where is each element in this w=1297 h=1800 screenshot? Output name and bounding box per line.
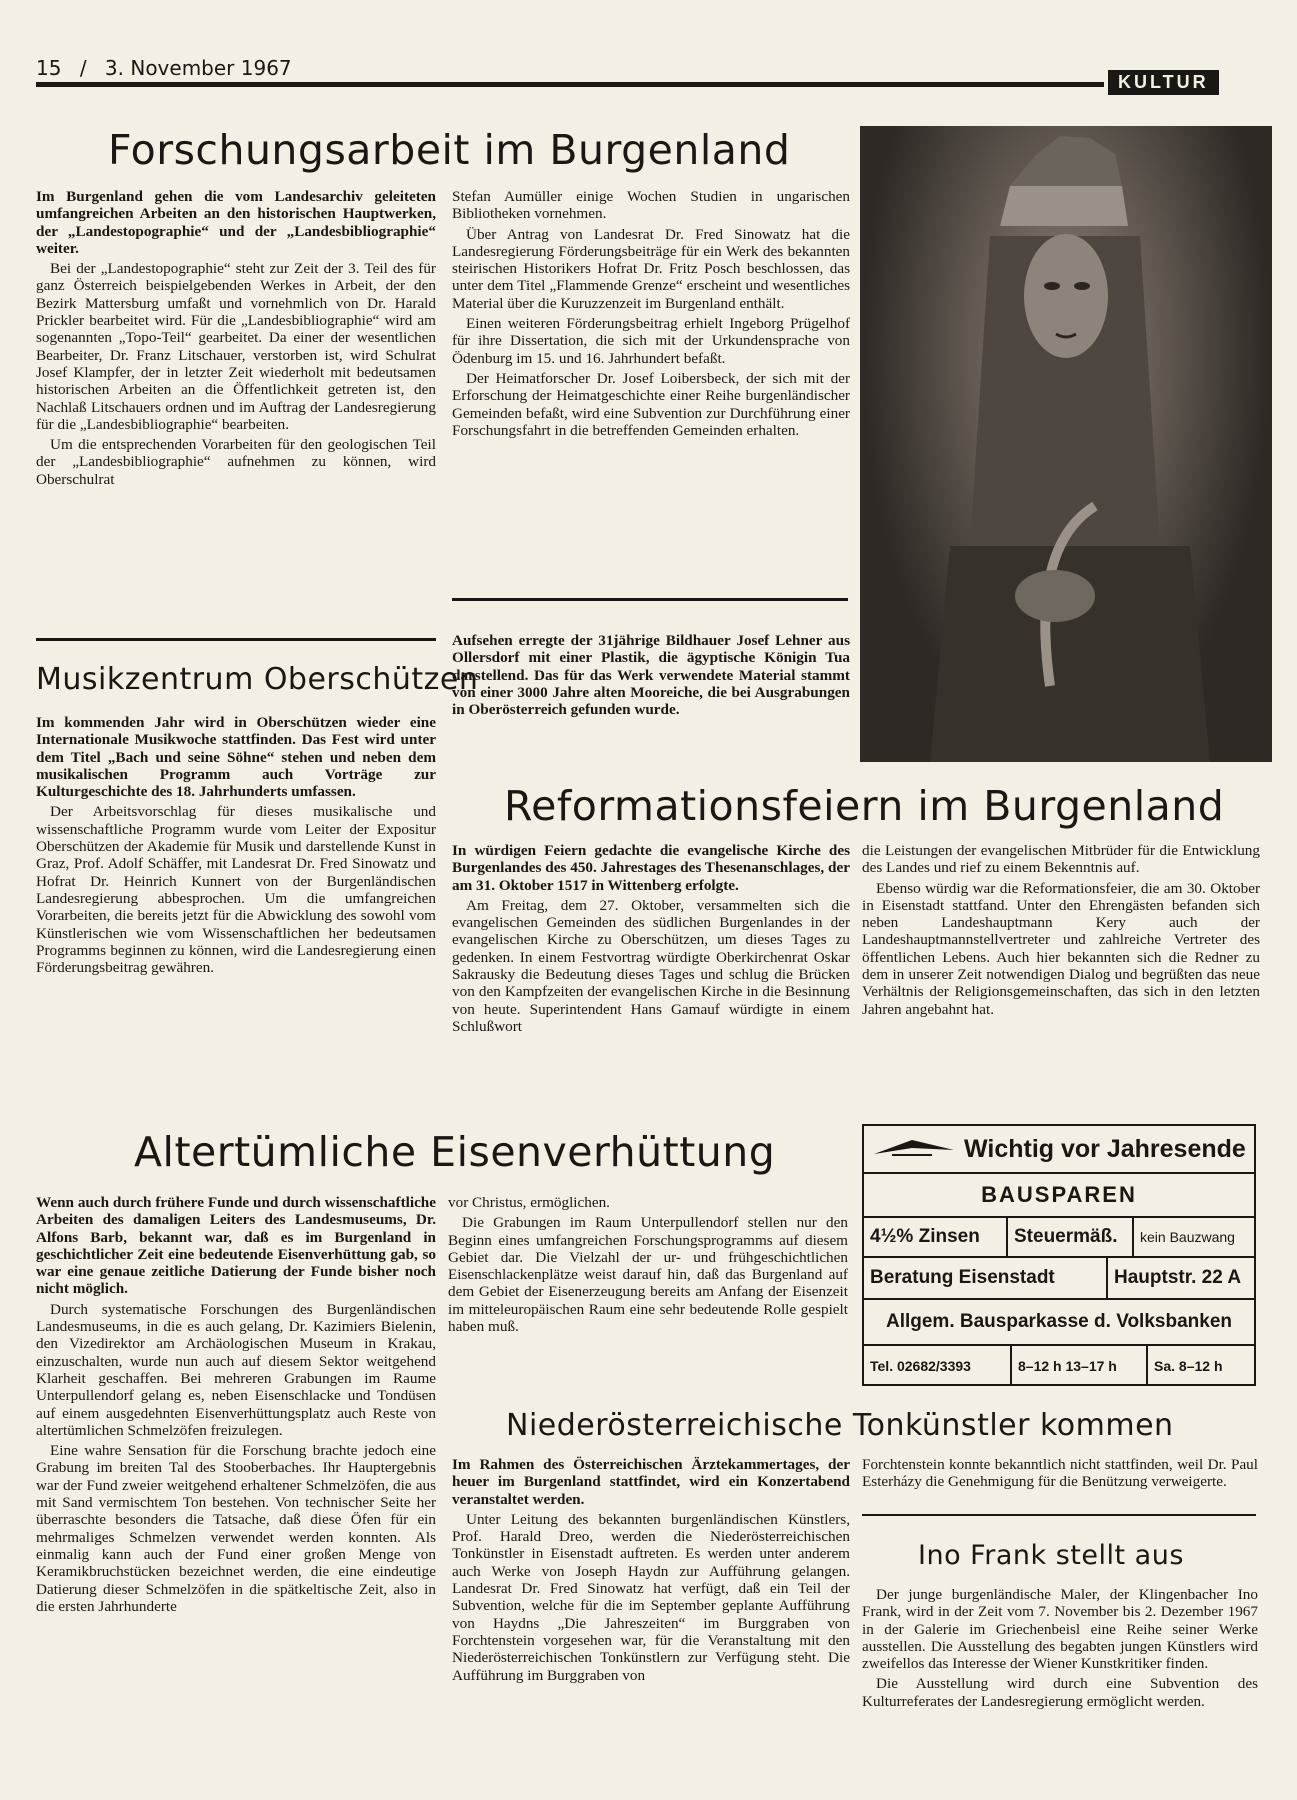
headline-ino-frank: Ino Frank stellt aus [918, 1540, 1184, 1571]
ad-address: Hauptstr. 22 A [1114, 1267, 1242, 1288]
sculpture-illustration [860, 126, 1272, 762]
article-paragraph: Am Freitag, dem 27. Oktober, versammelten sich die evangelischen Gemeinden des südlichen Burgenlandes in der evangelischen Kirche zu Oberschützen, um dieses Tages zu gedenken. In einem Festvortrag würdigte Oberkirchenrat Oskar Sakrausky die Bedeutung dieses Tages und schlug die Brücken von den Kampfzeiten der evangelischen Kirche in die Besinnung von heute. Superintendent Hans Gamauf würdigte in einem Schlußwort [452, 896, 850, 1035]
ad-office: Beratung Eisenstadt [864, 1258, 1108, 1298]
ad-row-hours [864, 1344, 1254, 1386]
article-paragraph: Der junge burgenländische Maler, der Klingenbacher Ino Frank, wird in der Zeit vom 7. November bis 2. Dezember 1967 in der Galerie im Griechenbeisl eine Reihe seiner Werke ausstellen. Die Ausstellung des begabten jungen Künstlers wird zweifellos das Interesse der Wiener Kunstkritiker finden. [862, 1586, 1258, 1673]
article-paragraph: die Leistungen der evangelischen Mitbrüder für die Entwicklung des Landes und rief zu einem Bekenntnis auf. [862, 842, 1260, 877]
ad-interest: 4½% Zinsen [864, 1218, 1008, 1256]
article-ino-frank [862, 1586, 1258, 1713]
page-header [36, 56, 292, 80]
ad-headline-row [864, 1126, 1254, 1172]
ad-weekday-hours: 8–12 h 13–17 h [1012, 1346, 1148, 1386]
ad-row-conditions [864, 1216, 1254, 1256]
ad-phone: Tel. 02682/3393 [864, 1346, 1012, 1386]
article-paragraph: Die Grabungen im Raum Unterpullendorf stellen nur den Beginn eines umfangreichen Forschungsprogramms auf diesem Gebiet dar. Die Vielzahl der ur- und frühgeschichtlichen Eisenschlackenplätze weist darauf hin, daß das Burgenland auf dem Gebiet der Eisenerzeugung bereits am Anfang der Eisenzeit im mitteleuropäischen Raum eine sehr bedeutende Rolle gespielt haben muß. [448, 1214, 848, 1336]
article-tonkuenstler-col1 [452, 1456, 850, 1687]
article-paragraph: Um die entsprechenden Vorarbeiten für den geologischen Teil der „Landesbibliographie“ aufnehmen zu können, wird Oberschulrat [36, 436, 436, 488]
article-tonkuenstler-col2 [862, 1456, 1258, 1494]
article-paragraph: Einen weiteren Förderungsbeitrag erhielt Ingeborg Prügelhof für ihre Dissertation, die sich mit der Urkundensprache von Ödenburg im 15. und 16. Jahrhundert befaßt. [452, 315, 850, 367]
article-forschungsarbeit-col2 [452, 188, 850, 442]
article-paragraph: Eine wahre Sensation für die Forschung brachte jedoch eine Grabung im breiten Tal des Stooberbaches. Ihr Hauptergebnis war der Fund zweier weitgehend erhaltener Schmelzöfen, die aus mit Sand vermischtem Ton bestehen. Von technischer Seite her überraschte besonders die Tatsache, daß diese Öfen für ein mehrmaliges Schmelzen verwendet werden konnten. Als einmalig kann auch der Fund einer großen Menge von Keramikbruchstücken bezeichnet werden, die eine eindeutige Datierung dieser Schmelzöfen in die spätkeltische Zeit, also in die ersten Jahrhunderte [36, 1442, 436, 1615]
section-label: KULTUR [1108, 70, 1219, 95]
ad-bank-name: Allgem. Bausparkasse d. Volksbanken [885, 1311, 1232, 1332]
column-rule [862, 1514, 1256, 1516]
headline-reformationsfeiern: Reformationsfeiern im Burgenland [504, 782, 1225, 830]
column-rule [452, 598, 848, 601]
header-separator: / [79, 56, 87, 80]
column-rule [36, 638, 436, 641]
article-paragraph: In würdigen Feiern gedachte die evangelische Kirche des Burgenlandes des 450. Jahrestages des Thesenanschlages, der am 31. Oktober 1517 in Wittenberg erfolgte. [452, 842, 850, 894]
ad-tax: Steuermäß. [1008, 1218, 1134, 1256]
article-paragraph: Forchtenstein konnte bekanntlich nicht stattfinden, weil Dr. Paul Esterházy die Genehmigung für die Benützung verweigerte. [862, 1456, 1258, 1491]
ad-headline: Wichtig vor Jahresende [964, 1134, 1246, 1163]
ad-row-bank [864, 1298, 1254, 1344]
caption-text: Aufsehen erregte der 31jährige Bildhauer Josef Lehner aus Ollersdorf mit einer Plastik, die ägyptische Königin Tua darstellend. Das für das Werk verwendete Material stammt von einer 3000 Jahre alten Mooreiche, die bei Ausgrabungen in Oberösterreich gefunden wurde. [452, 632, 850, 719]
issue-date: 3. November 1967 [104, 56, 292, 80]
article-paragraph: Ebenso würdig war die Reformationsfeier, die am 30. Oktober in Eisenstadt stattfand. Unter den Ehrengästen befanden sich neben Landeshauptmann Kery auch der Landeshauptmannstellvertreter und zahlreiche Vertreter des öffentlichen Lebens. Auch hier bekannten sich die Redner zu dem in unserer Zeit notwendigen Dialog und begrüßten das neue Verhältnis der Religionsgemeinschaften, das sich in den letzten Jahren angebahnt hat. [862, 879, 1260, 1018]
article-paragraph: Durch systematische Forschungen des Burgenländischen Landesmuseums, in die es auch gelang, Dr. Kazimiers Bielenin, den Vizedirektor am Archäologischen Museum in Krakau, einzuschalten, wurde nun auch auf diesem Sektor weitgehend Klarheit geschaffen. Bei mehreren Grabungen im Raume Unterpullendorf gelang es, neben Eisenschlacke und Tondüsen auf einem ausgedehnten Eisenverhüttungsplatz auch Reste von altertümlichen Schmelzöfen freizulegen. [36, 1300, 436, 1439]
article-paragraph: Stefan Aumüller einige Wochen Studien in ungarischen Bibliotheken vornehmen. [452, 188, 850, 223]
article-musikzentrum [36, 714, 436, 979]
article-reformation-col1 [452, 842, 850, 1038]
article-paragraph: Im Burgenland gehen die vom Landesarchiv geleiteten umfangreichen Arbeiten an den historischen Hauptwerken, der „Landestopographie“ und der „Landesbibliographie“ weiter. [36, 188, 436, 257]
ad-product-label: BAUSPAREN [981, 1182, 1137, 1207]
headline-eisenverhuettung: Altertümliche Eisenverhüttung [134, 1128, 776, 1176]
headline-forschungsarbeit: Forschungsarbeit im Burgenland [108, 126, 791, 174]
article-paragraph: Die Ausstellung wird durch eine Subvention des Kulturreferates der Landesregierung ermöglicht werden. [862, 1675, 1258, 1710]
ad-saturday-hours: Sa. 8–12 h [1154, 1358, 1223, 1374]
headline-tonkuenstler: Niederösterreichische Tonkünstler kommen [506, 1408, 1174, 1443]
photo-caption [452, 632, 850, 721]
ad-logo-icon [872, 1136, 956, 1162]
sculpture-photo [860, 126, 1272, 762]
page-number: 15 [36, 56, 62, 80]
ad-row-office [864, 1256, 1254, 1298]
header-rule [36, 82, 1104, 87]
headline-musikzentrum: Musikzentrum Oberschützen [36, 662, 479, 697]
article-paragraph: vor Christus, ermöglichen. [448, 1194, 610, 1211]
article-paragraph: Der Heimatforscher Dr. Josef Loibersbeck, der sich mit der Erforschung der Heimatgeschichte einer Reihe burgenländischer Gemeinden befaßt, wird eine Subvention zur Durchführung einer Forschungsfahrt in die betreffenden Gemeinden erhalten. [452, 369, 850, 439]
article-eisen-col1 [36, 1194, 436, 1618]
article-reformation-col2 [862, 842, 1260, 1021]
article-paragraph: Wenn auch durch frühere Funde und durch wissenschaftliche Arbeiten des damaligen Leiters des Landesmuseums, Dr. Alfons Barb, bekannt war, daß es im Burgenland in geschichtlicher Zeit eine bedeutende Eisenverhüttung gab, so war eine genaue zeitliche Datierung der Funde bisher noch nicht möglich. [36, 1194, 436, 1298]
article-paragraph: Unter Leitung des bekannten burgenländischen Künstlers, Prof. Harald Dreo, werden die Niederösterreichischen Tonkünstler in Eisenstadt auftreten. Es werden unter anderem auch Werke von Joseph Haydn zur Aufführung gelangen. Landesrat Dr. Fred Sinowatz hat verfügt, daß ein Teil der Subvention, welche für die im September geplante Aufführung von Haydns „Die Jahreszeiten“ im Burggraben von Forchtenstein vorgesehen war, für die Veranstaltung mit den Niederösterreichischen Tonkünstlern zur Verfügung steht. Die Aufführung im Burggraben von [452, 1510, 850, 1684]
ad-no-obligation: kein Bauzwang [1140, 1229, 1235, 1245]
article-forschungsarbeit-col1 [36, 188, 436, 491]
article-paragraph: Über Antrag von Landesrat Dr. Fred Sinowatz hat die Landesregierung Förderungsbeiträge für ein Werk des bekannten steirischen Historikers Hofrat Dr. Fritz Posch beschlossen, das unter dem Titel „Flammende Grenze“ erscheint und wesentliches Material über die Kuruzzenzeit im Burgenland enthält. [452, 225, 850, 312]
article-eisen-col2 [448, 1194, 848, 1338]
bausparen-ad [862, 1124, 1256, 1386]
ad-product [864, 1172, 1254, 1216]
article-paragraph: Im kommenden Jahr wird in Oberschützen wieder eine Internationale Musikwoche stattfinden. Das Fest wird unter dem Titel „Bach und seine Söhne“ stehen und neben dem musikalischen Programm auch Vorträge zur Kulturgeschichte des 18. Jahrhunderts umfassen. [36, 714, 436, 801]
article-paragraph: Der Arbeitsvorschlag für dieses musikalische und wissenschaftliche Programm wurde vom Leiter der Expositur Oberschützen der Akademie für Musik und darstellende Kunst in Graz, Prof. Adolf Schäffer, mit Landesrat Dr. Fred Sinowatz und Hofrat Dr. Heinrich Kunnert von der Burgenländischen Landesregierung abbesprochen. Um die umfangreichen Vorarbeiten, die bereits jetzt für die Abwicklung des sowohl vom Künstlerischen wie vom Wissenschaftlichen her bedeutsamen Programms beginnen zu können, wird die Landesregierung einen Förderungsbeitrag gewähren. [36, 803, 436, 977]
article-paragraph: Bei der „Landestopographie“ steht zur Zeit der 3. Teil des für ganz Österreich beispielgebenden Werkes in Arbeit, der den Bezirk Mattersburg umfaßt und vornehmlich von Dr. Harald Prickler bearbeitet wird. Für die „Landesbibliographie“ wird am sogenannten „Topo-Teil“ gearbeitet. Da einer der wesentlichen Bearbeiter, Dr. Franz Litschauer, verstorben ist, wird Schulrat Josef Klampfer, der in letzter Zeit wiederholt mit bedeutsamen historischen Arbeiten an die Öffentlichkeit getreten ist, den Nachlaß Litschauers ordnen und im Auftrag der Landesregierung für die „Landesbibliographie“ bearbeiten. [36, 260, 436, 433]
article-paragraph: Im Rahmen des Österreichischen Ärztekammertages, der heuer im Burgenland stattfindet, wird ein Konzertabend veranstaltet werden. [452, 1456, 850, 1508]
